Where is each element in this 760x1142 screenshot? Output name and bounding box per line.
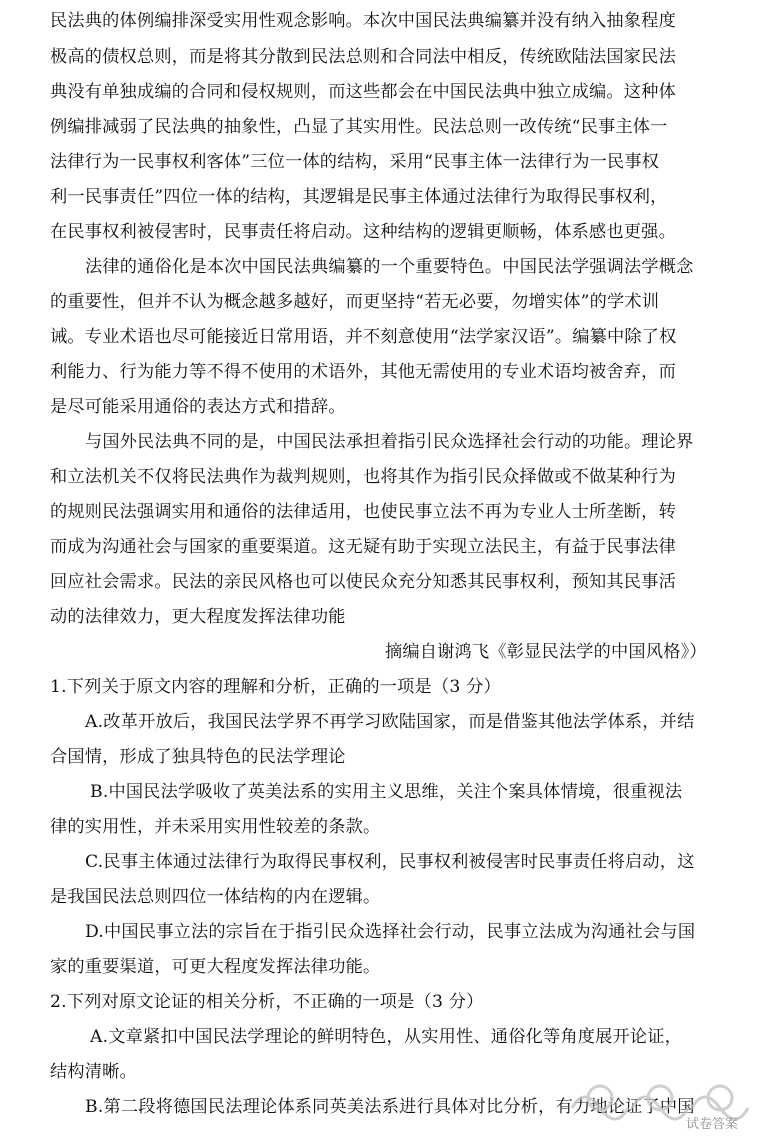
paragraph-2-line: 的重要性，但并不认为概念越多越好，而更坚持“若无必要，勿增实体”的学术训 <box>50 292 660 312</box>
question-1-option-a: A.改革开放后，我国民法学界不再学习欧陆国家，而是借鉴其他法学体系，并结 <box>85 712 695 732</box>
paragraph-3-line: 回应社会需求。民法的亲民风格也可以使民众充分知悉其民事权利，预知其民事活 <box>50 572 676 592</box>
source-attribution: 摘编自谢鸿飞《彰显民法学的中国风格》） <box>385 642 707 662</box>
paragraph-2-line: 是尽可能采用通俗的表达方式和措辞。 <box>50 397 346 417</box>
paragraph-1-line: 例编排减弱了民法典的抽象性，凸显了其实用性。民法总则一改传统“民事主体一 <box>50 117 668 137</box>
paragraph-1-line: 民法典的体例编排深受实用性观念影响。本次中国民法典编纂并没有纳入抽象程度 <box>50 11 676 31</box>
question-1-stem: 1.下列关于原文内容的理解和分析，正确的一项是（3 分） <box>50 677 501 697</box>
paragraph-2-line: 利能力、行为能力等不得不使用的术语外，其他无需使用的专业术语均被舍弃，而 <box>50 362 676 382</box>
paragraph-1-line: 法律行为一民事权利客体”三位一体的结构，采用“民事主体一法律行为一民事权 <box>50 152 660 172</box>
question-1-option-d: D.中国民事立法的宗旨在于指引民众选择社会行动，民事立法成为沟通社会与国 <box>85 922 696 942</box>
paragraph-1-line: 极高的债权总则，而是将其分散到民法总则和合同法中相反，传统欧陆法国家民法 <box>50 47 676 67</box>
paragraph-2-line: 法律的通俗化是本次中国民法典编纂的一个重要特色。中国民法学强调法学概念 <box>85 257 694 277</box>
paragraph-1-line: 利一民事责任”四位一体的结构，其逻辑是民事主体通过法律行为取得民事权利， <box>50 187 668 207</box>
paragraph-1-line: 在民事权利被侵害时，民事责任将启动。这种结构的逻辑更顺畅，体系感也更强。 <box>50 222 676 242</box>
question-1-option-a: 合国情，形成了独具特色的民法学理论 <box>50 747 346 767</box>
question-2-option-a: A.文章紧扣中国民法学理论的鲜明特色，从实用性、通俗化等角度展开论证， <box>90 1027 683 1047</box>
question-1-option-b: B.中国民法学吸收了英美法系的实用主义思维，关注个案具体情境，很重视法 <box>90 782 683 802</box>
paragraph-3-line: 和立法机关不仅将民法典作为裁判规则，也将其作为指引民众择做或不做某种行为 <box>50 467 676 487</box>
paragraph-3-line: 的规则民法强调实用和通俗的法律适用，也使民事立法不再为专业人士所垄断，转 <box>50 502 676 522</box>
paragraph-3-line: 动的法律效力，更大程度发挥法律功能 <box>50 607 346 627</box>
paragraph-3-line: 而成为沟通社会与国家的重要渠道。这无疑有助于实现立法民主，有益于民事法律 <box>50 537 676 557</box>
question-1-option-d: 家的重要渠道，可更大程度发挥法律功能。 <box>50 957 381 977</box>
paragraph-3-line: 与国外民法典不同的是，中国民法承担着指引民众选择社会行动的功能。理论界 <box>85 432 694 452</box>
question-1-option-b: 律的实用性，并未采用实用性较差的条款。 <box>50 817 381 837</box>
watermark-text: 试卷答案 <box>685 1117 738 1132</box>
paragraph-2-line: 诫。专业术语也尽可能接近日常用语，并不刻意使用“法学家汉语”。编纂中除了权 <box>50 327 677 347</box>
question-2-stem: 2.下列对原文论证的相关分析，不正确的一项是（3 分） <box>50 992 484 1012</box>
paragraph-1-line: 典没有单独成编的合同和侵权规则，而这些都会在中国民法典中独立成编。这种体 <box>50 82 676 102</box>
question-1-option-c: 是我国民法总则四位一体结构的内在逻辑。 <box>50 887 381 907</box>
question-1-option-c: C.民事主体通过法律行为取得民事权利，民事权利被侵害时民事责任将启动，这 <box>85 852 695 872</box>
question-2-option-a: 结构清晰。 <box>50 1062 137 1082</box>
question-2-option-b: B.第二段将德国民法理论体系同英美法系进行具体对比分析，有力地论证了中国 <box>85 1097 695 1117</box>
